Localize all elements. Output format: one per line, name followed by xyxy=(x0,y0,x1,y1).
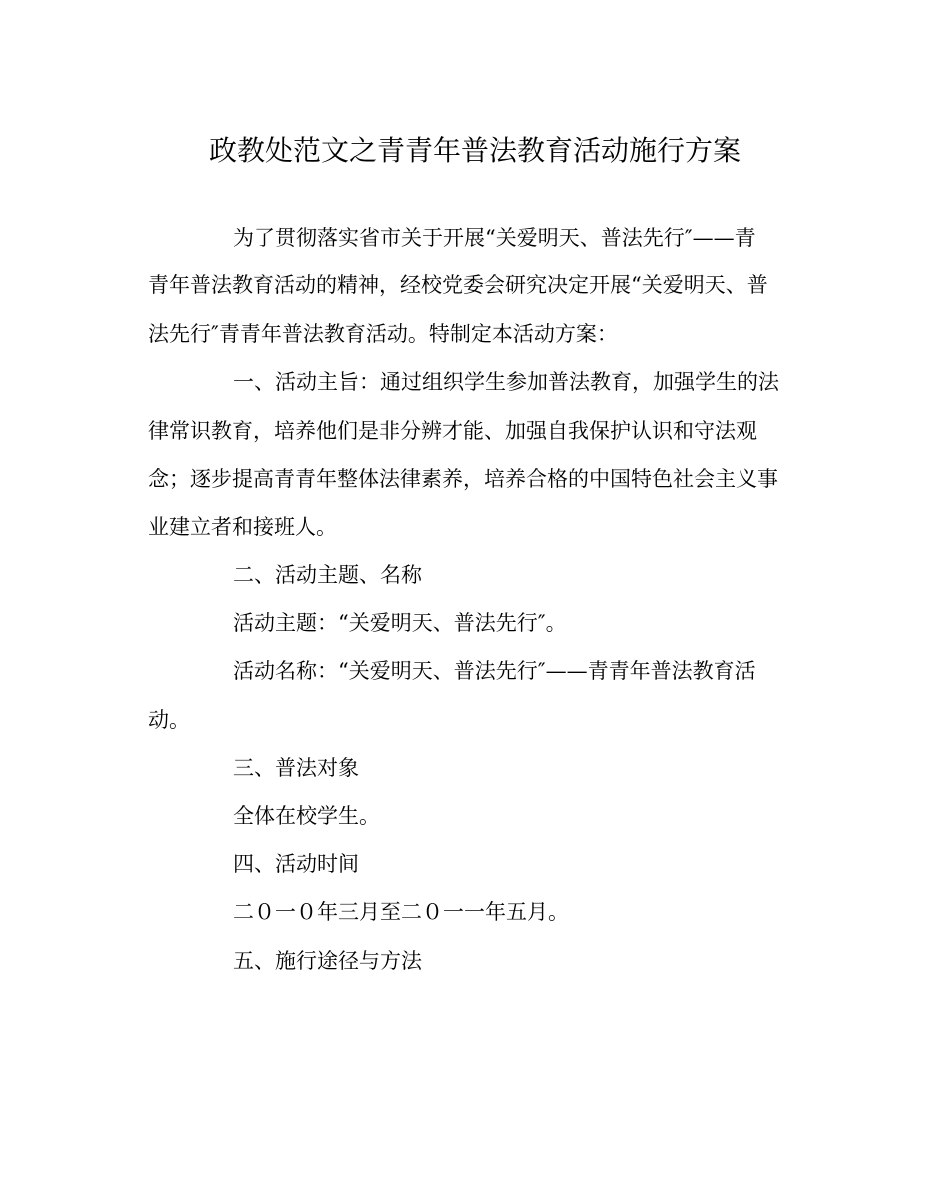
section2-heading: 二、活动主题、名称 xyxy=(233,563,422,587)
section2-name-line-1: 活动名称：“关爱明天、普法先行″——青青年普法教育活 xyxy=(233,659,756,683)
section2-name-line-2: 动。 xyxy=(148,708,190,732)
section1-line-3: 念；逐步提高青青年整体法律素养，培养合格的中国特色社会主义事 xyxy=(148,467,778,491)
intro-line-3: 法先行″青青年普法教育活动。特制定本活动方案： xyxy=(148,322,618,346)
section1-line-1: 一、活动主旨：通过组织学生参加普法教育，加强学生的法 xyxy=(233,370,779,394)
section4-heading: 四、活动时间 xyxy=(233,852,359,876)
section3-text: 全体在校学生。 xyxy=(233,804,380,828)
section4-text: 二０一０年三月至二０一一年五月。 xyxy=(233,900,569,924)
section3-heading: 三、普法对象 xyxy=(233,756,359,780)
intro-line-2: 青年普法教育活动的精神，经校党委会研究决定开展“关爱明天、普 xyxy=(148,273,768,297)
section5-heading: 五、施行途径与方法 xyxy=(233,949,422,973)
section1-line-4: 业建立者和接班人。 xyxy=(148,515,337,539)
document-title: 政教处范文之青青年普法教育活动施行方案 xyxy=(208,134,741,167)
intro-line-1: 为了贯彻落实省市关于开展“关爱明天、普法先行″——青 xyxy=(233,226,756,250)
section2-theme: 活动主题：“关爱明天、普法先行″。 xyxy=(233,611,567,635)
section1-line-2: 律常识教育，培养他们是非分辨才能、加强自我保护认识和守法观 xyxy=(148,419,757,443)
